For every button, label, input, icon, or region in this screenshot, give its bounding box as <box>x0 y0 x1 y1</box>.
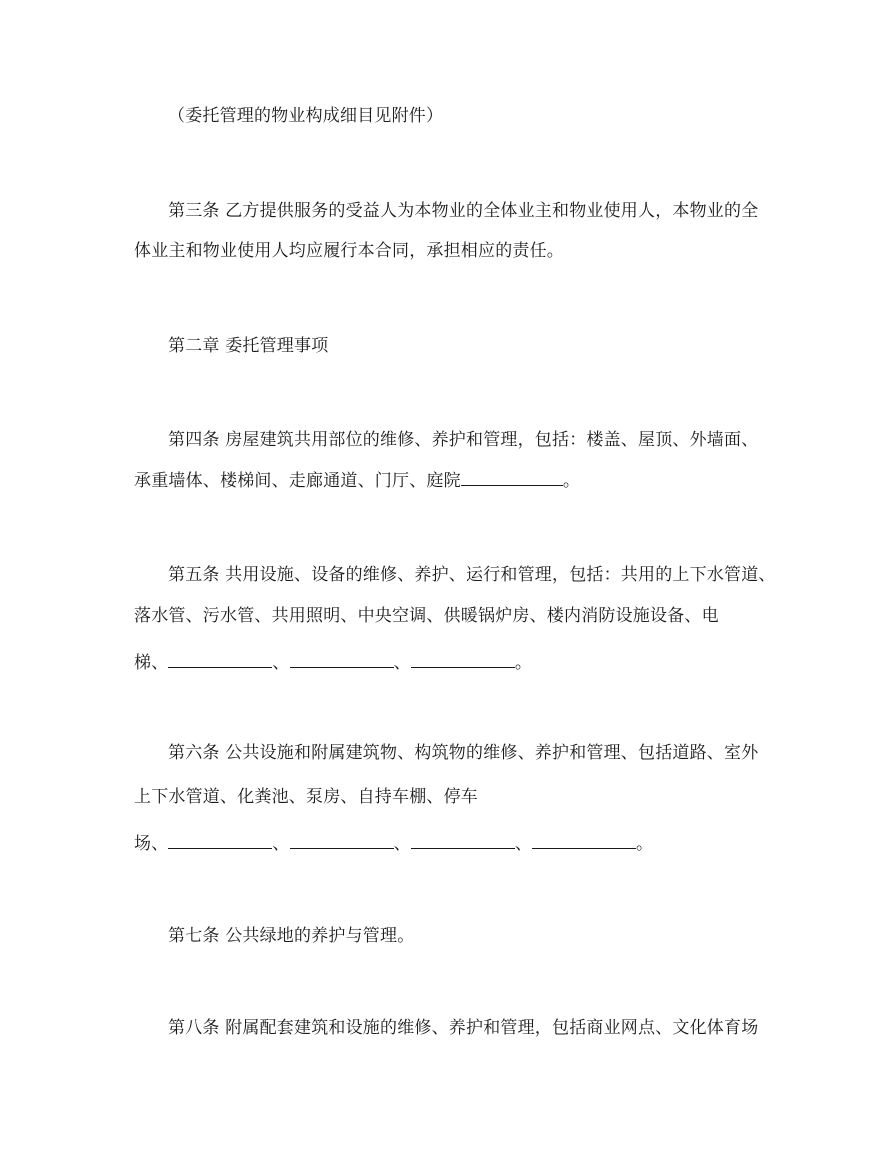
article-3-line-2: 体业主和物业使用人均应履行本合同，承担相应的责任。 <box>134 241 564 261</box>
separator: 、 <box>514 834 533 854</box>
attachment-note: （委托管理的物业构成细目见附件） <box>168 106 444 126</box>
article-3-line-1: 第三条 乙方提供服务的受益人为本物业的全体业主和物业使用人，本物业的全 <box>168 201 759 221</box>
fill-in-blank <box>411 831 515 849</box>
article-7: 第七条 公共绿地的养护与管理。 <box>168 926 415 946</box>
fill-in-blank <box>290 650 394 668</box>
fill-in-blank <box>290 831 394 849</box>
article-5-line-3-start: 梯、 <box>134 653 169 673</box>
separator: 、 <box>272 834 290 854</box>
article-4-line-1: 第四条 房屋建筑共用部位的维修、养护和管理，包括：楼盖、屋顶、外墙面、 <box>168 430 759 450</box>
period: 。 <box>562 471 581 491</box>
article-4-line-2-text: 承重墙体、楼梯间、走廊通道、门厅、庭院 <box>134 471 461 491</box>
article-8-line-1: 第八条 附属配套建筑和设施的维修、养护和管理，包括商业网点、文化体育场 <box>168 1018 759 1038</box>
period: 。 <box>514 653 533 673</box>
fill-in-blank <box>461 468 563 486</box>
fill-in-blank <box>532 831 636 849</box>
article-6-line-3-start: 场、 <box>134 834 169 854</box>
article-5-line-1: 第五条 共用设施、设备的维修、养护、运行和管理，包括：共用的上下水管道、 <box>168 565 776 585</box>
separator: 、 <box>393 834 411 854</box>
article-5-line-3 <box>134 650 532 675</box>
fill-in-blank <box>168 650 272 668</box>
article-5-line-2: 落水管、污水管、共用照明、中央空调、供暖锅炉房、楼内消防设施设备、电 <box>134 606 719 626</box>
fill-in-blank <box>168 831 272 849</box>
article-6-line-1: 第六条 公共设施和附属建筑物、构筑物的维修、养护和管理、包括道路、室外 <box>168 743 759 763</box>
article-6-line-2: 上下水管道、化粪池、泵房、自持车棚、停车 <box>134 787 478 807</box>
article-4-line-2 <box>134 468 580 493</box>
period: 。 <box>636 834 654 854</box>
article-6-line-3 <box>134 831 653 856</box>
chapter-2-heading: 第二章 委托管理事项 <box>168 336 329 356</box>
fill-in-blank <box>411 650 515 668</box>
separator: 、 <box>272 653 290 673</box>
separator: 、 <box>393 653 411 673</box>
